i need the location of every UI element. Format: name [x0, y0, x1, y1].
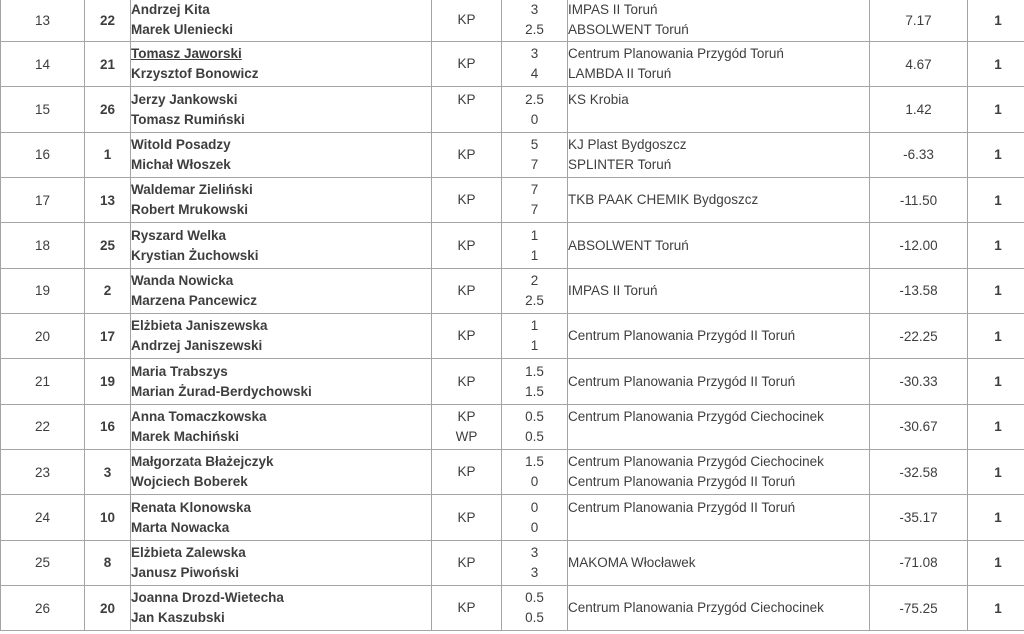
pair-number-cell: 1 — [85, 132, 131, 177]
points-cell — [502, 450, 568, 495]
group-cell: 1 — [968, 540, 1024, 585]
points-cell — [502, 223, 568, 268]
group-cell: 1 — [968, 132, 1024, 177]
score-cell: -32.58 — [870, 450, 968, 495]
clubs-cell — [568, 450, 870, 495]
players-cell — [131, 359, 432, 404]
points-value: 0.5 — [525, 610, 544, 626]
club-name: Centrum Planowania Przygód II Toruń — [568, 373, 796, 389]
points-value: 2.5 — [525, 22, 544, 37]
clubs-cell — [568, 178, 870, 223]
player-name-link[interactable]: Witold Posadzy — [131, 136, 231, 152]
club-name: ABSOLWENT Toruń — [568, 237, 689, 253]
group-cell: 1 — [968, 178, 1024, 223]
points-value: 1 — [530, 338, 539, 354]
clubs-cell — [568, 87, 870, 132]
category-cell — [432, 87, 502, 132]
pair-number-cell: 25 — [85, 223, 131, 268]
club-name: SPLINTER Toruń — [568, 156, 672, 172]
points-value: 0 — [530, 111, 539, 127]
club-name: Centrum Planowania Przygód II Toruń — [568, 328, 796, 344]
player-name-link[interactable]: Tomasz Rumiński — [131, 111, 245, 127]
clubs-cell — [568, 314, 870, 359]
player-name-link[interactable]: Jan Kaszubski — [131, 610, 225, 626]
rank-cell: 24 — [1, 495, 85, 540]
player-name-link[interactable]: Robert Mrukowski — [131, 202, 249, 218]
points-cell — [502, 268, 568, 313]
category-label: KP — [457, 464, 476, 480]
player-name-link[interactable]: Andrzej Kita — [131, 2, 210, 17]
points-value: 0 — [530, 474, 539, 490]
club-name: Centrum Planowania Przygód II Toruń — [568, 474, 796, 490]
rank-cell: 14 — [1, 42, 85, 87]
pair-number-cell: 16 — [85, 404, 131, 449]
score-cell: -30.67 — [870, 404, 968, 449]
players-cell — [131, 540, 432, 585]
score-cell: -71.08 — [870, 540, 968, 585]
clubs-cell — [568, 223, 870, 268]
points-value: 2.5 — [525, 292, 544, 308]
club-name: Centrum Planowania Przygód II Toruń — [568, 499, 796, 515]
group-cell: 1 — [968, 359, 1024, 404]
player-name-link[interactable]: Wanda Nowicka — [131, 272, 234, 288]
clubs-cell — [568, 132, 870, 177]
club-name: IMPAS II Toruń — [568, 282, 658, 298]
club-name — [568, 427, 869, 447]
rank-cell: 15 — [1, 87, 85, 132]
rank-cell: 20 — [1, 314, 85, 359]
rank-cell: 13 — [1, 0, 85, 42]
category-label: KP — [457, 373, 476, 389]
category-cell — [432, 586, 502, 631]
group-cell: 1 — [968, 314, 1024, 359]
club-name — [568, 518, 869, 538]
players-cell — [131, 42, 432, 87]
players-cell — [131, 178, 432, 223]
player-name-link[interactable]: Małgorzata Błażejczyk — [131, 454, 274, 470]
category-label — [432, 110, 501, 130]
points-cell — [502, 0, 568, 42]
group-cell: 1 — [968, 87, 1024, 132]
table-row — [1, 540, 1024, 585]
club-name: TKB PAAK CHEMIK Bydgoszcz — [568, 192, 759, 208]
players-cell — [131, 0, 432, 42]
club-name: LAMBDA II Toruń — [568, 66, 672, 82]
score-cell: -35.17 — [870, 495, 968, 540]
players-cell — [131, 268, 432, 313]
category-cell — [432, 540, 502, 585]
points-cell — [502, 178, 568, 223]
score-cell: 4.67 — [870, 42, 968, 87]
category-label: KP — [457, 328, 476, 344]
score-cell: -12.00 — [870, 223, 968, 268]
category-cell — [432, 404, 502, 449]
rank-cell: 16 — [1, 132, 85, 177]
rank-cell: 22 — [1, 404, 85, 449]
category-cell — [432, 495, 502, 540]
pair-number-cell: 3 — [85, 450, 131, 495]
table-row — [1, 42, 1024, 87]
group-cell: 1 — [968, 404, 1024, 449]
club-name: Centrum Planowania Przygód Ciechocinek — [568, 600, 824, 616]
points-value: 1.5 — [525, 363, 544, 379]
points-value: 1.5 — [525, 454, 544, 470]
player-name-link[interactable]: Krzysztof Bonowicz — [131, 66, 259, 82]
player-name-link[interactable]: Krystian Żuchowski — [131, 247, 259, 263]
category-label: KP — [457, 408, 476, 424]
table-row — [1, 586, 1024, 631]
points-cell — [502, 132, 568, 177]
category-label: KP — [457, 146, 476, 162]
club-name: IMPAS II Toruń — [568, 2, 658, 17]
category-cell — [432, 314, 502, 359]
points-cell — [502, 495, 568, 540]
player-name-link[interactable]: Maria Trabszys — [131, 363, 228, 379]
player-name-link[interactable]: Wojciech Boberek — [131, 474, 248, 490]
players-cell — [131, 132, 432, 177]
score-cell: -22.25 — [870, 314, 968, 359]
points-cell — [502, 42, 568, 87]
points-value: 3 — [530, 564, 539, 580]
category-cell — [432, 178, 502, 223]
points-value: 1 — [530, 227, 539, 243]
table-row — [1, 178, 1024, 223]
group-cell: 1 — [968, 495, 1024, 540]
player-name-link[interactable]: Elżbieta Janiszewska — [131, 318, 268, 334]
player-name-link[interactable]: Marzena Pancewicz — [131, 292, 258, 308]
rank-cell: 23 — [1, 450, 85, 495]
club-name: MAKOMA Włocławek — [568, 554, 696, 570]
club-name: Centrum Planowania Przygód Ciechocinek — [568, 454, 824, 470]
pair-number-cell: 21 — [85, 42, 131, 87]
club-name: KJ Plast Bydgoszcz — [568, 136, 687, 152]
table-row — [1, 404, 1024, 449]
score-cell: -13.58 — [870, 268, 968, 313]
group-cell: 1 — [968, 42, 1024, 87]
points-cell — [502, 586, 568, 631]
points-value: 1 — [530, 318, 539, 334]
pair-number-cell: 17 — [85, 314, 131, 359]
category-cell — [432, 268, 502, 313]
player-name-link[interactable]: Jerzy Jankowski — [131, 91, 238, 107]
clubs-cell — [568, 540, 870, 585]
clubs-cell — [568, 42, 870, 87]
points-value: 0 — [530, 519, 539, 535]
club-name: ABSOLWENT Toruń — [568, 22, 689, 37]
category-label: KP — [457, 554, 476, 570]
table-row — [1, 0, 1024, 42]
points-value: 2.5 — [525, 91, 544, 107]
player-name-link[interactable]: Waldemar Zieliński — [131, 182, 253, 198]
pair-number-cell: 13 — [85, 178, 131, 223]
player-name-link[interactable]: Marek Uleniecki — [131, 22, 234, 37]
player-name-link[interactable]: Marek Machiński — [131, 428, 240, 444]
pair-number-cell: 26 — [85, 87, 131, 132]
pair-number-cell: 10 — [85, 495, 131, 540]
score-cell: -75.25 — [870, 586, 968, 631]
player-name-link[interactable]: Michał Włoszek — [131, 156, 231, 172]
table-row — [1, 359, 1024, 404]
pair-number-cell: 22 — [85, 0, 131, 42]
category-label: KP — [457, 56, 476, 72]
points-value: 0 — [530, 499, 539, 515]
category-cell — [432, 132, 502, 177]
pair-number-cell: 8 — [85, 540, 131, 585]
table-row — [1, 450, 1024, 495]
points-value: 7 — [530, 182, 539, 198]
player-name-link[interactable]: Renata Klonowska — [131, 499, 252, 515]
rank-cell: 21 — [1, 359, 85, 404]
pair-number-cell: 2 — [85, 268, 131, 313]
category-label: KP — [457, 91, 476, 107]
rank-cell: 17 — [1, 178, 85, 223]
table-row — [1, 223, 1024, 268]
category-label: KP — [457, 12, 476, 27]
players-cell — [131, 314, 432, 359]
group-cell: 1 — [968, 223, 1024, 268]
player-name-link[interactable]: Ryszard Welka — [131, 227, 227, 243]
results-table-body — [1, 0, 1024, 631]
table-row — [1, 268, 1024, 313]
players-cell — [131, 495, 432, 540]
category-cell — [432, 0, 502, 42]
player-name-link[interactable]: Andrzej Janiszewski — [131, 338, 263, 354]
points-value: 0.5 — [525, 408, 544, 424]
points-cell — [502, 404, 568, 449]
points-value: 0.5 — [525, 428, 544, 444]
players-cell — [131, 87, 432, 132]
pair-number-cell: 19 — [85, 359, 131, 404]
players-cell — [131, 450, 432, 495]
player-name-link[interactable]: Elżbieta Zalewska — [131, 544, 246, 560]
score-cell: -11.50 — [870, 178, 968, 223]
category-label: KP — [457, 600, 476, 616]
points-value: 7 — [530, 202, 539, 218]
points-value: 4 — [530, 66, 539, 82]
rank-cell: 18 — [1, 223, 85, 268]
points-cell — [502, 359, 568, 404]
clubs-cell — [568, 586, 870, 631]
score-cell: -30.33 — [870, 359, 968, 404]
player-name-link[interactable]: Marta Nowacka — [131, 519, 230, 535]
clubs-cell — [568, 495, 870, 540]
clubs-cell — [568, 404, 870, 449]
pair-number-cell: 20 — [85, 586, 131, 631]
clubs-cell — [568, 268, 870, 313]
group-cell: 1 — [968, 268, 1024, 313]
category-label: KP — [457, 237, 476, 253]
category-cell — [432, 223, 502, 268]
club-name: Centrum Planowania Przygód Ciechocinek — [568, 408, 824, 424]
table-row — [1, 495, 1024, 540]
rank-cell: 25 — [1, 540, 85, 585]
rank-cell: 26 — [1, 586, 85, 631]
group-cell: 1 — [968, 586, 1024, 631]
players-cell — [131, 223, 432, 268]
rank-cell: 19 — [1, 268, 85, 313]
score-cell: 1.42 — [870, 87, 968, 132]
points-cell — [502, 540, 568, 585]
table-row — [1, 87, 1024, 132]
table-row — [1, 314, 1024, 359]
club-name: Centrum Planowania Przygód Toruń — [568, 46, 784, 62]
players-cell — [131, 404, 432, 449]
score-cell: -6.33 — [870, 132, 968, 177]
points-cell — [502, 87, 568, 132]
table-row — [1, 132, 1024, 177]
clubs-cell — [568, 359, 870, 404]
player-name-link[interactable]: Tomasz Jaworski — [131, 46, 242, 62]
player-name-link[interactable]: Marian Żurad-Berdychowski — [131, 383, 312, 399]
points-value: 0.5 — [525, 590, 544, 606]
category-label: KP — [457, 282, 476, 298]
players-cell — [131, 586, 432, 631]
score-cell: 7.17 — [870, 0, 968, 42]
group-cell: 1 — [968, 450, 1024, 495]
points-value: 7 — [530, 156, 539, 172]
club-name — [568, 110, 869, 130]
points-cell — [502, 314, 568, 359]
points-value: 5 — [530, 136, 539, 152]
points-value: 3 — [530, 544, 539, 560]
points-value: 3 — [530, 2, 539, 17]
clubs-cell — [568, 0, 870, 42]
group-cell: 1 — [968, 0, 1024, 42]
category-cell — [432, 450, 502, 495]
player-name-link[interactable]: Janusz Piwoński — [131, 564, 240, 580]
points-value: 1 — [530, 247, 539, 263]
player-name-link[interactable]: Joanna Drozd-Wietecha — [131, 590, 284, 606]
category-cell — [432, 359, 502, 404]
player-name-link[interactable]: Anna Tomaczkowska — [131, 408, 267, 424]
club-name: KS Krobia — [568, 91, 629, 107]
category-cell — [432, 42, 502, 87]
points-value: 1.5 — [525, 383, 544, 399]
category-label: KP — [457, 509, 476, 525]
category-label: KP — [457, 192, 476, 208]
points-value: 2 — [530, 272, 539, 288]
category-label: WP — [455, 428, 478, 444]
points-value: 3 — [530, 46, 539, 62]
